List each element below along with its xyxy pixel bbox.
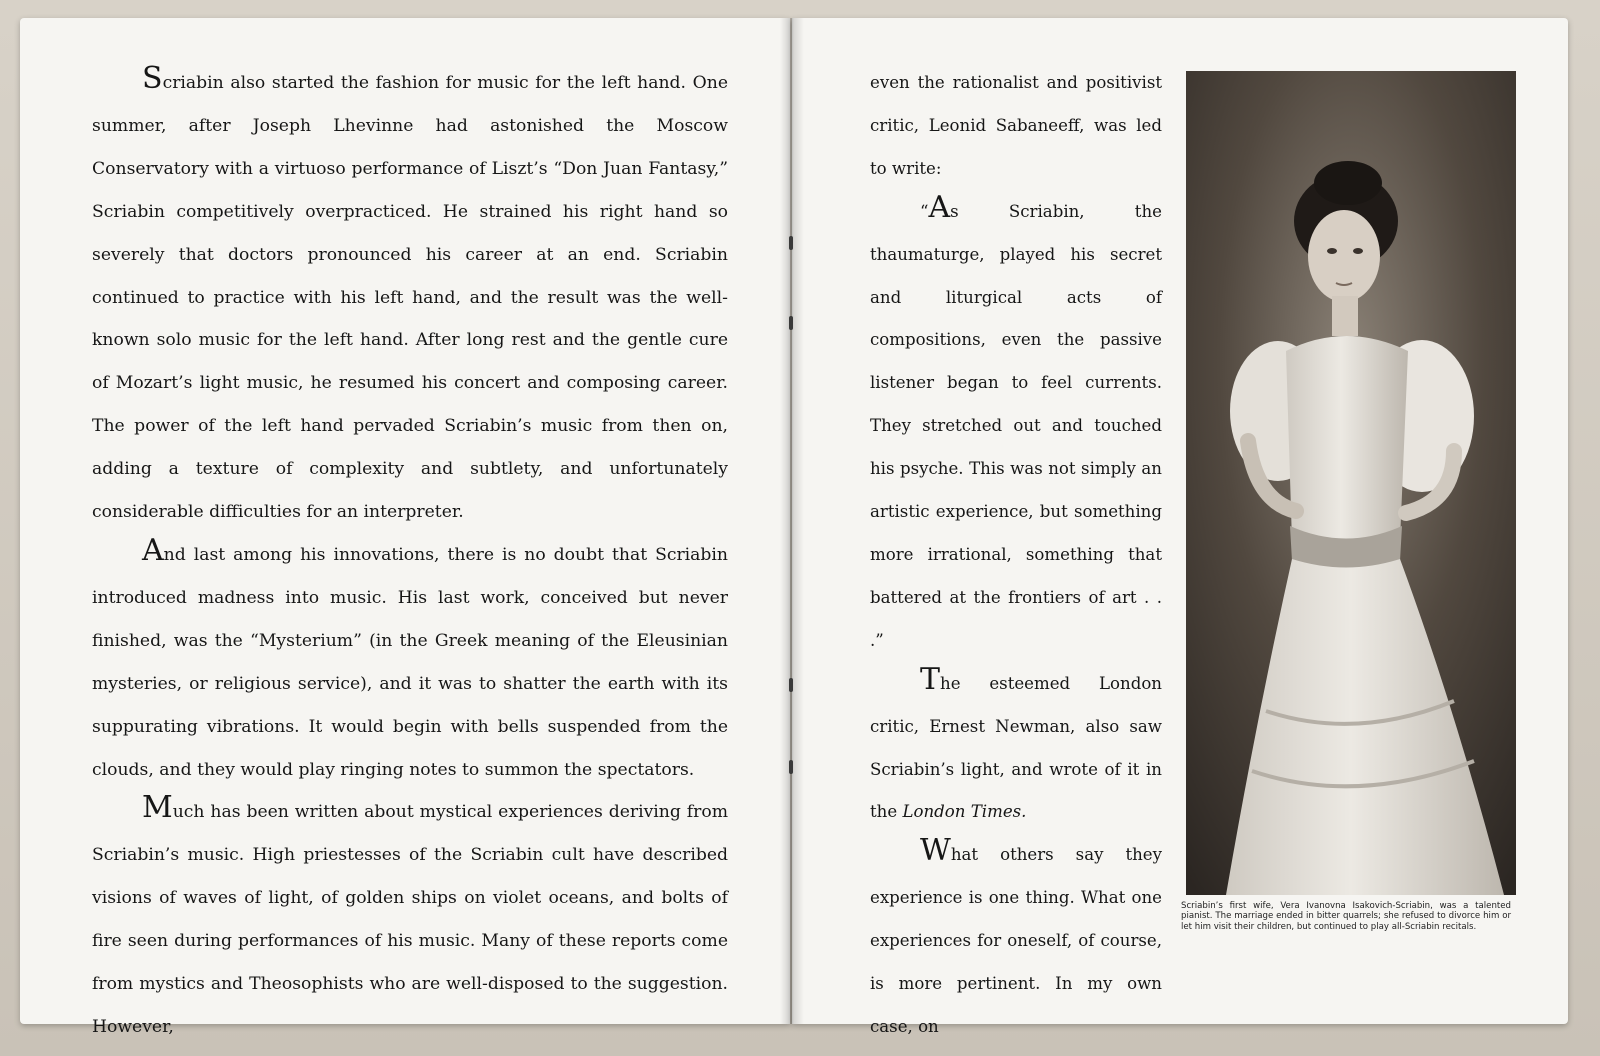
paragraph-text: he esteemed London critic, Ernest Newman, also saw Scriabin’s light, and wrote of it in the bbox=[870, 673, 1162, 822]
portrait-illustration bbox=[1186, 71, 1516, 895]
left-text-column bbox=[92, 62, 728, 1049]
right-page bbox=[792, 18, 1568, 1036]
left-page bbox=[20, 18, 790, 1037]
drop-cap: T bbox=[920, 661, 941, 697]
drop-cap: S bbox=[142, 61, 163, 96]
staple bbox=[789, 760, 793, 774]
paragraph-madness bbox=[92, 534, 728, 791]
paragraph-own-experience bbox=[870, 834, 1162, 1049]
paragraph-text: uch has been written about mystical experiences deriving from Scriabin’s music. High priestesses of the Scriabin cult have described visions of waves of light, of golden ships on violet oceans, and bolts of fire seen during performances of his music. Many of these reports come from mystics and Theosophists who are well-disposed to the suggestion. However, bbox=[92, 802, 728, 1037]
staple bbox=[789, 236, 793, 250]
publication-title: London Times. bbox=[902, 802, 1027, 822]
staple bbox=[789, 316, 793, 330]
drop-cap: M bbox=[142, 790, 173, 826]
drop-cap: A bbox=[928, 189, 951, 225]
paragraph-text: criabin also started the fashion for music for the left hand. One summer, after Joseph Lhevinne had astonished the Moscow Conservatory with a virtuoso performance of Liszt’s “Don Juan Fantasy,” Scriabin competitively overpracticed. He strained his right hand so severely that doctors pronounced his career at an end. Scriabin continued to practice with his left hand, and the result was the well-known solo music for the left hand. After long rest and the gentle cure of Mozart’s light music, he resumed his concert and composing career. The power of the left hand pervaded Scriabin’s music from then on, adding a texture of complexity and subtlety, and unfortunately considerable difficulties for an interpreter. bbox=[92, 73, 728, 523]
paragraph-mystical bbox=[92, 791, 728, 1048]
paragraph-text: nd last among his innovations, there is no doubt that Scriabin introduced madness into music. His last work, conceived but never finished, was the “Mysterium” (in the Greek meaning of the Eleusinian mysteries, or religious service), and it was to shatter the earth with its suppurating vibrations. It would begin with bells suspended from the clouds, and they would play ringing notes to summon the spectators. bbox=[92, 544, 728, 780]
paragraph-text: s Scriabin, the thaumaturge, played his secret and liturgical acts of compositions, even the passive listener began to feel currents. They stretched out and touched his psyche. This was not simply an artistic experience, but something more irrational, something that battered at the frontiers of art . . .” bbox=[870, 201, 1162, 650]
portrait-photo bbox=[1186, 71, 1516, 895]
paragraph-text: even the rationalist and positivist critic, Leonid Sabaneeff, was led to write: bbox=[870, 73, 1162, 178]
photo-caption: Scriabin’s first wife, Vera Ivanovna Isakovich-Scriabin, was a talented pianist. The marriage ended in bitter quarrels; she refused to divorce him or let him visit their children, but continued to play all-Scriabin recitals. bbox=[1181, 901, 1511, 932]
drop-cap: A bbox=[142, 532, 164, 568]
right-text-column bbox=[870, 62, 1162, 1049]
drop-cap: W bbox=[920, 833, 951, 869]
paragraph-sabaneeff-intro bbox=[870, 62, 1162, 191]
paragraph-sabaneeff-quote bbox=[870, 191, 1162, 663]
open-quote: “ bbox=[920, 201, 929, 221]
paragraph-left-hand bbox=[92, 62, 728, 534]
paragraph-text: hat others say they experience is one thing. What one experiences for oneself, of course, is more pertinent. In my own case, on bbox=[870, 845, 1162, 1036]
paragraph-newman bbox=[870, 663, 1162, 835]
open-booklet bbox=[20, 18, 1568, 1037]
staple bbox=[789, 678, 793, 692]
